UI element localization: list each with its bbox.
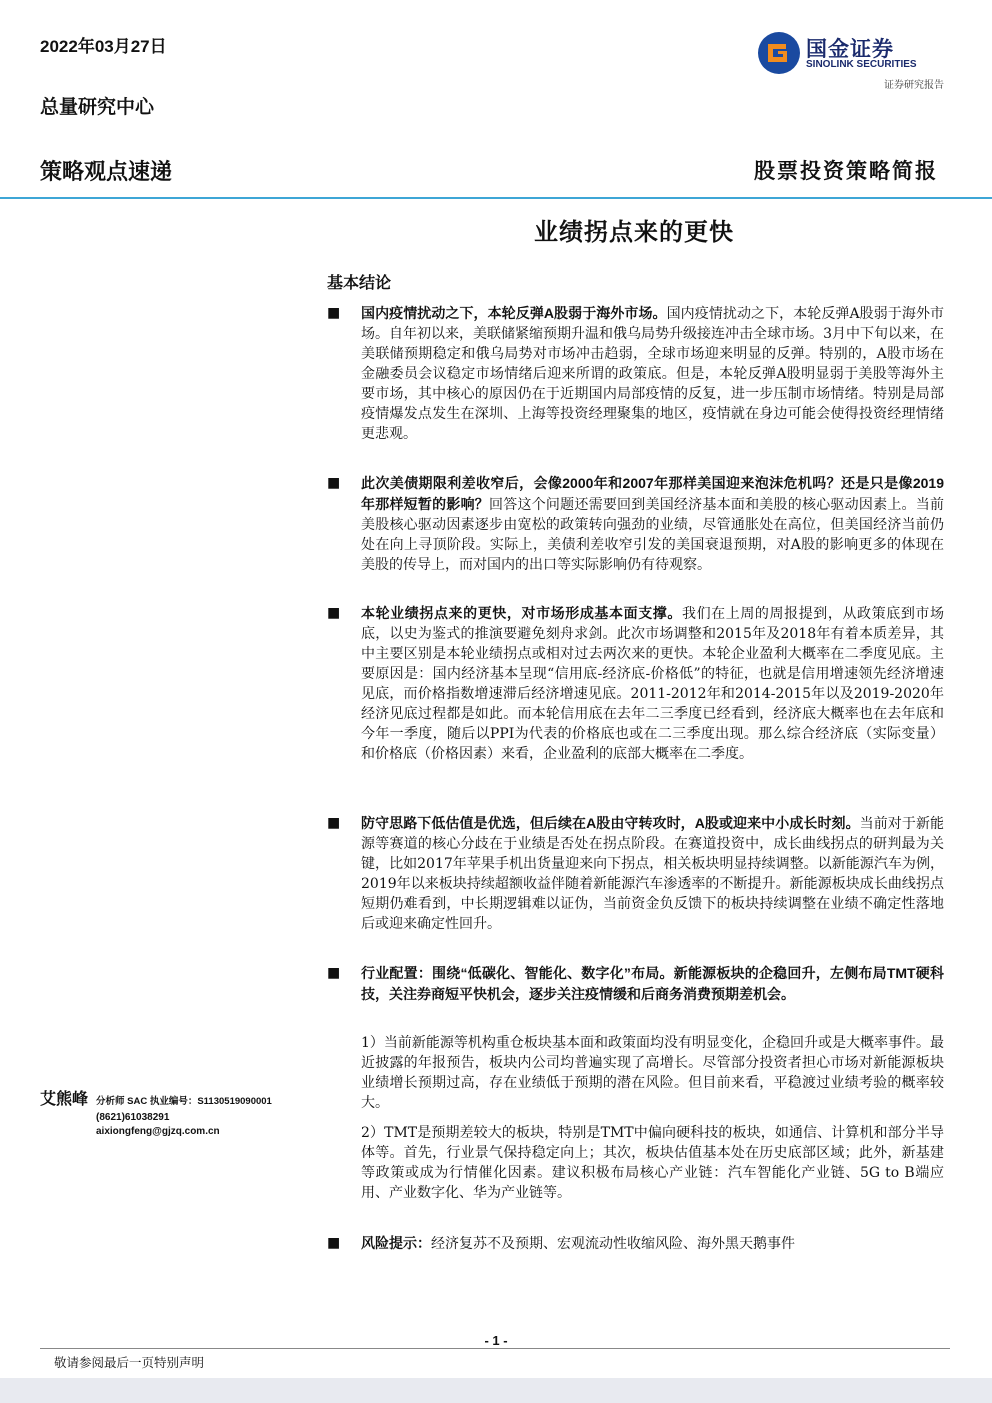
conclusion-body: 当前对于新能源等赛道的核心分歧在于业绩是否处在拐点阶段。在赛道投资中，成长曲线拐点的研判最为关键，比如2017年苹果手机出货量迎来向下拐点，相关板块明显持续调整。以新能源汽车为例，2019年以来板块持续超额收益伴随着新能源汽车渗透率的不断提升。新能源板块成长曲线拐点短期仍难看到，中长期逻辑难以证伪，当前资金负反馈下的板块持续调整在业绩不确定性落地后或迎来确定性回升。 <box>361 816 945 932</box>
page-bottom-band <box>0 1378 992 1403</box>
bullet-marker: ■ <box>327 305 341 321</box>
department-name: 总量研究中心 <box>40 96 155 118</box>
footer-disclaimer: 敬请参阅最后一页特别声明 <box>54 1355 205 1370</box>
risk-warning <box>361 1233 944 1254</box>
analyst-name: 艾熊峰 <box>40 1089 89 1108</box>
bullet-marker: ■ <box>327 605 341 621</box>
analyst-phone: (8621)61038291 <box>96 1112 170 1123</box>
bullet-marker: ■ <box>327 965 341 981</box>
conclusion-paragraph-4 <box>361 813 944 934</box>
report-date: 2022年03月27日 <box>40 37 167 56</box>
logo-name-en: SINOLINK SECURITIES <box>806 59 917 70</box>
conclusion-paragraph-2 <box>361 473 944 575</box>
analyst-email: aixiongfeng@gjzq.com.cn <box>96 1126 220 1137</box>
sub-paragraph-2: 2）TMT是预期差较大的板块，特别是TMT中偏向硬科技的板块，如通信、计算机和部分半导体等。首先，行业景气保持稳定向上；其次，板块估值基本处在历史底部区域；此外，新基建等政策或成为行情催化因素。建议积极布局核心产业链：汽车智能化产业链、5G to B端应用、产业数字化、华为产业链等。 <box>361 1125 944 1201</box>
sinolink-logo-icon <box>756 30 802 76</box>
header-divider <box>0 197 992 199</box>
company-logo <box>756 30 946 92</box>
section-heading: 基本结论 <box>327 273 392 292</box>
document-title: 业绩拐点来的更快 <box>534 217 734 246</box>
conclusion-lead: 此次美债期限利差收窄后，会像2000年和2007年那样美国迎来泡沫危机吗？还是只是像2019年那样短暂的影响？ <box>361 475 944 512</box>
conclusion-paragraph-5 <box>361 963 944 1005</box>
conclusion-lead: 本轮业绩拐点来的更快，对市场形成基本面支撑。 <box>361 605 682 621</box>
conclusion-paragraph-1 <box>361 303 944 444</box>
page-number: - 1 - <box>484 1333 508 1348</box>
sub-paragraph-1: 1）当前新能源等机构重仓板块基本面和政策面均没有明显变化，企稳回升或是大概率事件。最近披露的年报预告，板块内公司均普遍实现了高增长。尽管部分投资者担心市场对新能源板块业绩增长预期过高，存在业绩低于预期的潜在风险。但目前来看，平稳渡过业绩考验的概率较大。 <box>361 1035 944 1111</box>
logo-subtitle: 证券研究报告 <box>884 80 944 91</box>
conclusion-paragraph-3 <box>361 603 944 764</box>
conclusion-body: 回答这个问题还需要回到美国经济基本面和美股的核心驱动因素上。当前美股核心驱动因素逐步由宽松的政策转向强劲的业绩，尽管通胀处在高位，但美国经济当前仍处在向上寻顶阶段。实际上，美债利差收窄引发的美国衰退预期，对A股的影响更多的体现在美股的传导上，而对国内的出口等实际影响仍有待观察。 <box>361 497 945 573</box>
bullet-marker: ■ <box>327 815 341 831</box>
bullet-marker: ■ <box>327 475 341 491</box>
conclusion-body: 我们在上周的周报提到，从政策底到市场底，以史为鉴式的推演要避免刻舟求剑。此次市场调整和2015年及2018年有着本质差异，其中主要区别是本轮业绩拐点或相对过去两次来的更快。本轮企业盈利大概率在二季度见底。主要原因是：国内经济基本呈现“信用底-经济底-价格低”的特征，也就是信用增速领先经济增速见底，而价格指数增速滞后经济增速见底。2011-2012年和2014-2015年以及2019-2020年经济见底过程都是如此。而本轮信用底在去年二三季度已经看到，经济底大概率也在去年底和今年一季度，随后以PPI为代表的价格底也或在二三季度出现。那么综合经济底（实际变量）和价格底（价格因素）来看，企业盈利的底部大概率在二季度。 <box>361 606 945 762</box>
conclusion-lead: 国内疫情扰动之下，本轮反弹A股弱于海外市场。 <box>361 305 667 321</box>
risk-label: 风险提示： <box>361 1235 431 1251</box>
bullet-marker: ■ <box>327 1235 341 1251</box>
conclusion-body: 国内疫情扰动之下，本轮反弹A股弱于海外市场。自年初以来，美联储紧缩预期升温和俄乌局势升级接连冲击全球市场。3月中下旬以来，在美联储预期稳定和俄乌局势对市场冲击趋弱，全球市场迎来明显的反弹。特别的，A股市场在金融委员会议稳定市场情绪后迎来所谓的政策底。但是，本轮反弹A股明显弱于美股等海外主要市场，其中核心的原因仍在于近期国内局部疫情的反复，进一步压制市场情绪。特别是局部疫情爆发点发生在深圳、上海等投资经理聚集的地区，疫情就在身边可能会使得投资经理情绪更悲观。 <box>361 306 945 442</box>
analyst-sac-number: 分析师 SAC 执业编号：S1130519090001 <box>96 1096 272 1107</box>
footer-divider <box>40 1348 950 1349</box>
conclusion-lead: 防守思路下低估值是优选，但后续在A股由守转攻时，A股或迎来中小成长时刻。 <box>361 815 860 831</box>
risk-text: 经济复苏不及预期、宏观流动性收缩风险、海外黑天鹅事件 <box>431 1236 795 1252</box>
report-series: 策略观点速递 <box>40 159 173 184</box>
logo-name-cn: 国金证券 <box>806 38 894 61</box>
conclusion-lead: 行业配置：围绕“低碳化、智能化、数字化”布局。新能源板块的企稳回升，左侧布局TMT硬科技，关注券商短平快机会，逐步关注疫情缓和后商务消费预期差机会。 <box>361 965 944 1002</box>
report-type: 股票投资策略简报 <box>754 158 938 183</box>
